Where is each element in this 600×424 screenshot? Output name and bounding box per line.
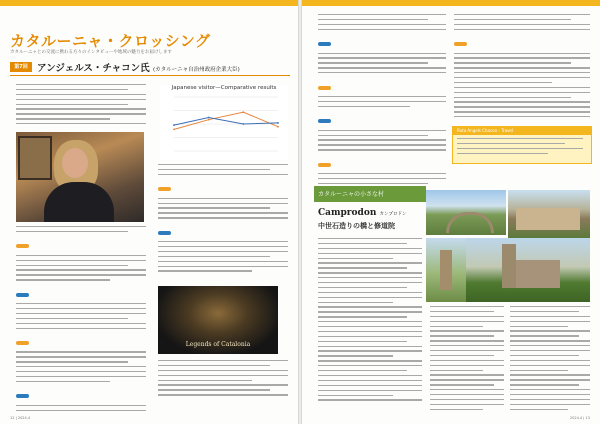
chart-point bbox=[242, 123, 244, 125]
dragon-caption: Legends of Catalonia bbox=[185, 341, 251, 348]
chart-point bbox=[208, 119, 210, 121]
camprodon-section-header: カタルーニャの小さな村 bbox=[314, 188, 426, 202]
guest-heading bbox=[37, 60, 240, 74]
camprodon-name: Camprodon bbox=[318, 208, 377, 218]
interview-text-continued-right bbox=[454, 14, 590, 120]
right-folio: 2024.4 | 13 bbox=[569, 416, 590, 420]
village-photo bbox=[508, 190, 590, 238]
caption-text-bottom bbox=[158, 360, 288, 410]
guest-name: アンジェルス・チャコン氏 bbox=[37, 63, 150, 74]
left-folio: 12 | 2024.4 bbox=[10, 416, 31, 420]
people-photo bbox=[426, 238, 466, 302]
camprodon-text bbox=[318, 238, 422, 408]
interview-text-continued bbox=[318, 14, 446, 184]
intro-text bbox=[16, 84, 146, 128]
visitor-chart bbox=[160, 85, 288, 160]
chart-point bbox=[173, 124, 175, 126]
right-page bbox=[302, 0, 600, 424]
camprodon-ruby: カンプロドン bbox=[379, 212, 407, 217]
chart-point bbox=[242, 111, 244, 113]
interview-text-left bbox=[16, 226, 146, 414]
monastery-photo bbox=[466, 238, 590, 302]
camprodon-title bbox=[318, 208, 407, 218]
top-color-band-right bbox=[302, 0, 600, 6]
chart-point bbox=[277, 122, 279, 124]
page-title: カタルーニャ・クロッシング bbox=[10, 32, 211, 50]
info-box bbox=[452, 126, 592, 164]
guest-role: (カタルーニャ自治州政府企業大臣) bbox=[152, 67, 240, 73]
camprodon-text-middle bbox=[430, 306, 504, 412]
heading-rule bbox=[10, 75, 290, 76]
top-color-band bbox=[0, 0, 298, 6]
chart-svg bbox=[160, 85, 288, 160]
left-page bbox=[0, 0, 298, 424]
bridge-photo bbox=[426, 190, 506, 235]
episode-badge: 第7回 bbox=[10, 62, 32, 72]
portrait-photo bbox=[16, 132, 144, 222]
info-box-header: Ruta Angels Chacon - Travel bbox=[453, 127, 591, 135]
page-subtitle: カタルーニャとの交流に携わる方々のインタビューや地域の魅力をお届けします bbox=[10, 50, 172, 55]
chart-point bbox=[173, 129, 175, 131]
chart-point bbox=[277, 126, 279, 128]
camprodon-section bbox=[314, 186, 426, 413]
camprodon-text-right bbox=[510, 306, 590, 412]
interview-text-right bbox=[158, 164, 288, 282]
camprodon-tagline: 中世石造りの橋と修道院 bbox=[318, 221, 395, 230]
chart-point bbox=[208, 117, 210, 119]
chart-title: Japanese visitor—Comparative results bbox=[171, 85, 277, 91]
legends-of-catalonia-image bbox=[158, 286, 278, 354]
